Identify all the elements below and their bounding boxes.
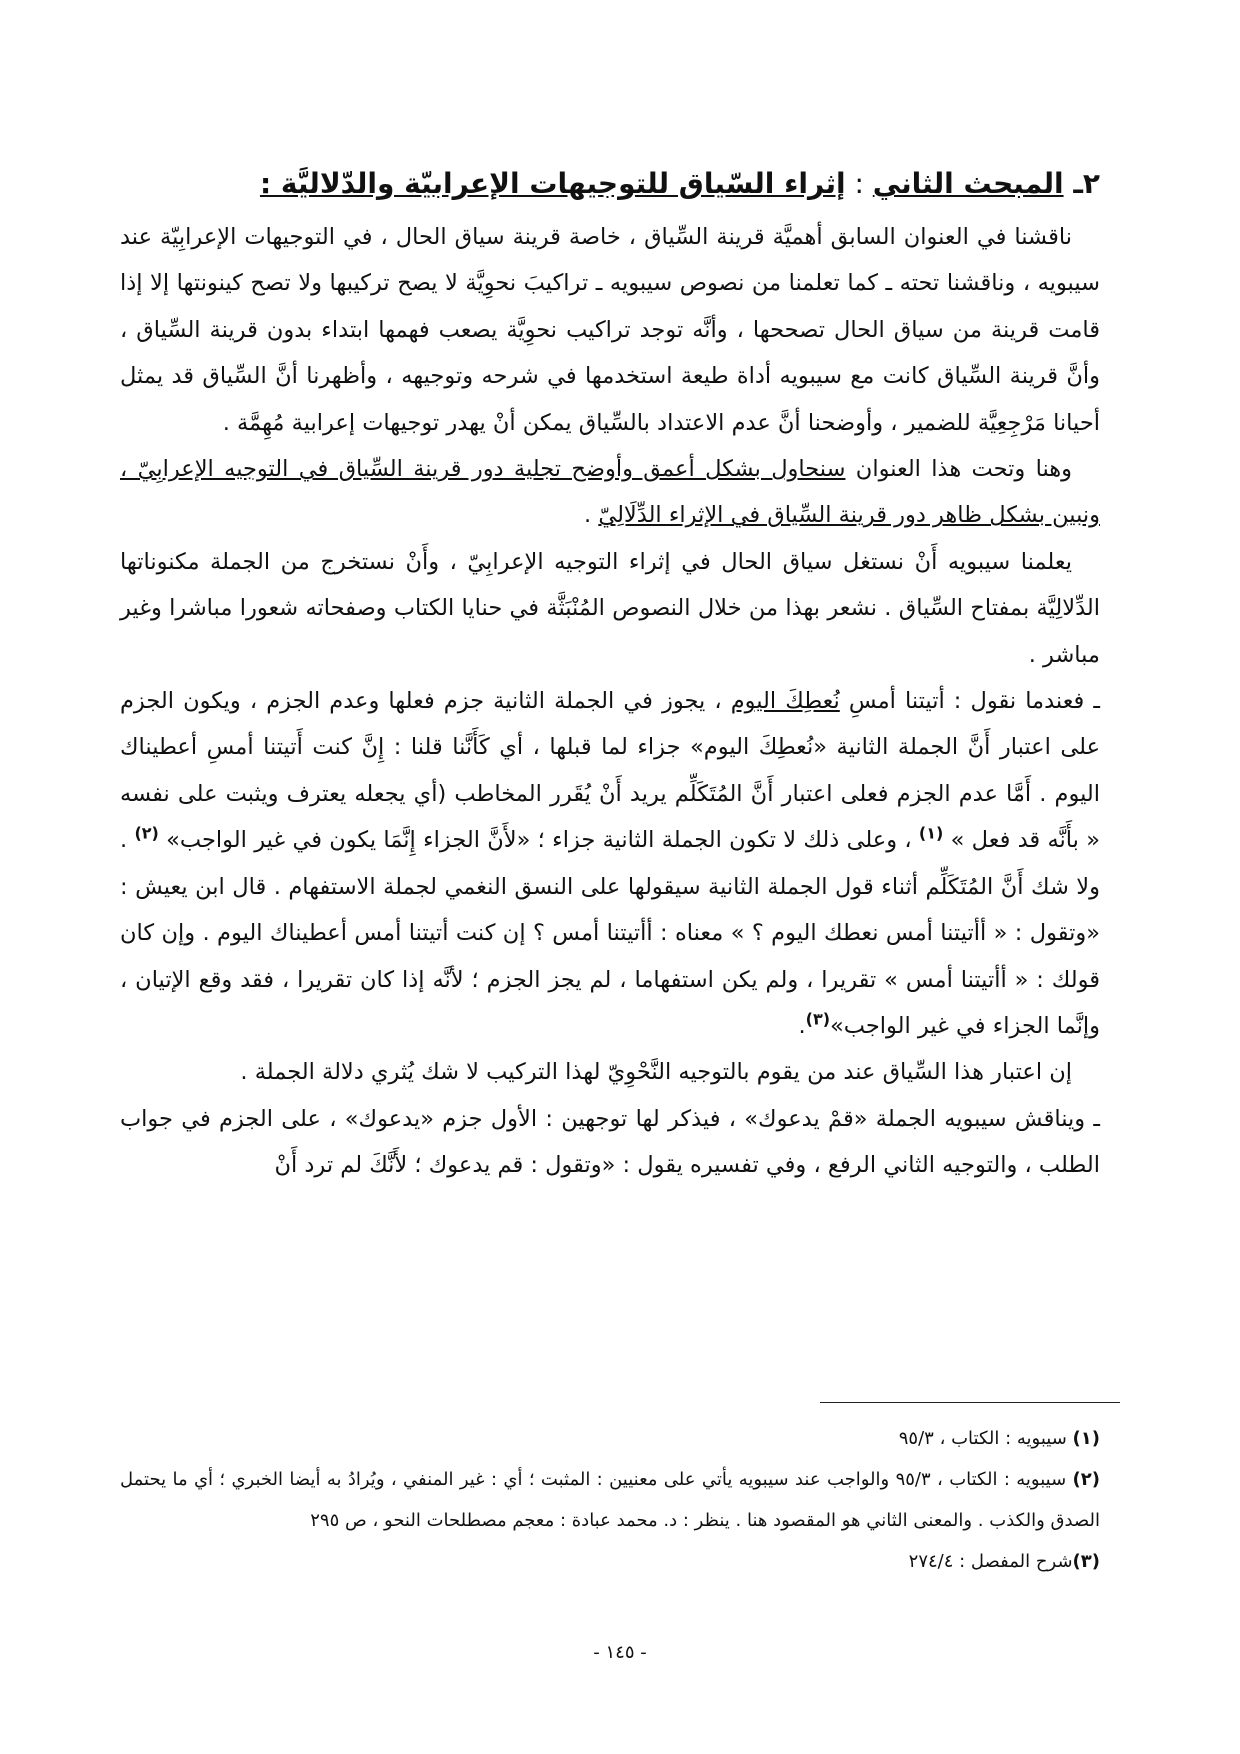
paragraph-2-end: .	[584, 502, 599, 529]
paragraph-6: ـ ويناقش سيبويه الجملة «قمْ يدعوك» ، فيذكر لها توجهين : الأول جزم «يدعوك» ، على الجزم في جواب الطلب ، والتوجيه الثاني الرفع ، وفي تفسيره يقول : «وتقول : قم يدعوك ؛ لأَنَّكَ لم ترد أَنْ	[120, 1105, 1100, 1179]
paragraph-4-a: ـ فعندما نقول : أتيتنا أمسِ	[839, 688, 1101, 715]
footnote-2	[120, 1459, 1100, 1541]
footnote-ref-2[interactable]: (٢)	[134, 823, 159, 843]
footnote-3-mark: (٣)	[1072, 1551, 1100, 1572]
footnote-3-text: شرح المفصل : ٢٧٤/٤	[908, 1551, 1073, 1572]
footnotes	[120, 1418, 1100, 1582]
paragraph-4-underlined: نُعطِكَ اليوم	[730, 688, 840, 715]
heading-separator: :	[845, 167, 873, 200]
paragraph-3: يعلمنا سيبويه أَنْ نستغل سياق الحال في إثراء التوجيه الإعرابِيّ ، وأَنْ نستخرج من الجملة مكنوناتها الدِّلالِيَّة بمفتاح السِّياق . نشعر بهذا من خلال النصوص المُنْبَثَّة في حنايا الكتاب وصفحاته شعورا مباشرا وغير مباشر .	[120, 548, 1100, 668]
footnote-1-mark: (١)	[1072, 1428, 1100, 1449]
footnote-1	[120, 1418, 1100, 1459]
footnote-1-text: سيبويه : الكتاب ، ٩٥/٣	[898, 1428, 1073, 1449]
footnote-ref-1[interactable]: (١)	[918, 823, 944, 843]
section-heading	[120, 160, 1100, 208]
footnote-divider	[820, 1402, 1120, 1403]
heading-number: ٢ـ	[1063, 167, 1100, 200]
paragraph-2	[120, 446, 1100, 539]
paragraph-4-e: .	[798, 1012, 806, 1039]
footnote-ref-3[interactable]: (٣)	[805, 1009, 831, 1029]
page-number: - ١٤٥ -	[593, 1642, 647, 1663]
paragraph-4	[120, 678, 1100, 1049]
footnote-2-text: سيبويه : الكتاب ، ٩٥/٣ والواجب عند سيبويه يأتي على معنيين : المثبت ؛ أي : غير المنفي ، ويُرادُ به أيضا الخبري ؛ أي ما يحتمل الصدق والكذب . والمعنى الثاني هو المقصود هنا . ينظر : د. محمد عبادة : معجم مصطلحات النحو ، ص ٢٩٥	[120, 1469, 1100, 1531]
paragraph-2-start: وهنا وتحت هذا العنوان	[845, 456, 1072, 483]
heading-label: المبحث الثاني	[872, 167, 1064, 200]
paragraph-4-b: ، يجوز في الجملة الثانية جزم فعلها وعدم الجزم ، ويكون الجزم على اعتبار أَنَّ الجملة الثانية «نُعطِكَ اليوم» جزاء لما قبلها ، أي كَأَنَّنا قلنا : إِنَّ كنت أَتيتنا أمسِ أعطيناك اليوم . أَمَّا عدم الجزم فعلى اعتبار أَنَّ المُتَكَلِّم يريد أَنْ يُقَرر المخاطب (أي يجعله يعترف ويثبت على نفسه « بأَنَّه قد فعل »	[120, 688, 1100, 854]
paragraph-1: ناقشنا في العنوان السابق أهميَّة قرينة السِّياق ، خاصة قرينة سياق الحال ، في التوجيهات الإعرابِيّة عند سيبويه ، وناقشنا تحته ـ كما تعلمنا من نصوص سيبويه ـ تراكيبَ نحوِيَّة لا يصح تركيبها ولا تصح كينونتها إلا إذا قامت قرينة من سياق الحال تصححها ، وأنَّه توجد تراكيب نحوِيَّة يصعب فهمها ابتداء بدون قرينة السِّياق ، وأنَّ قرينة السِّياق كانت مع سيبويه أداة طيعة استخدمها في شرحه وتوجيهه ، وأظهرنا أنَّ السِّياق قد يمثل أحيانا مَرْجِعِيَّة للضمير ، وأوضحنا أنَّ عدم الاعتداد بالسِّياق يمكن أنْ يهدر توجيهات إعرابية مُهِمَّة .	[120, 224, 1100, 436]
heading-title: إثراء السّياق للتوجيهات الإعرابيّة والدّلاليَّة :	[259, 167, 846, 200]
footnote-3	[120, 1541, 1100, 1582]
paragraph-4-c: ، وعلى ذلك لا تكون الجملة الثانية جزاء ؛ «لأَنَّ الجزاء إِنَّمَا يكون في غير الواجب»	[158, 827, 919, 854]
paragraph-2-underlined: سنحاول بشكل أعمق وأوضح تجلية دور قرينة السِّياق في التوجيه الإعرابِيّ ، ونبين بشكل ظاهر دور قرينة السِّياق في الإثراء الدِّلَالِيّ	[120, 456, 1100, 529]
paragraph-4-d: . ولا شك أَنَّ المُتَكَلِّم أثناء قول الجملة الثانية سيقولها على النسق النغمي لجملة الاستفهام . قال ابن يعيش : «وتقول : « أأتيتنا أمس نعطك اليوم ؟ » معناه : أأتيتنا أمس ؟ إن كنت أتيتنا أمس أعطيناك اليوم . وإن كان قولك : « أأتيتنا أمس » تقريرا ، ولم يكن استفهاما ، لم يجز الجزم ؛ لأنَّه إذا كان تقريرا ، فقد وقع الإتيان ، وإنَّما الجزاء في غير الواجب»	[120, 827, 1100, 1039]
footnote-2-mark: (٢)	[1072, 1469, 1100, 1490]
page-body	[120, 160, 1100, 1189]
paragraph-5: إن اعتبار هذا السِّياق عند من يقوم بالتوجيه النَّحْوِيّ لهذا التركيب لا شك يُثري دلالة الجملة .	[240, 1059, 1072, 1086]
